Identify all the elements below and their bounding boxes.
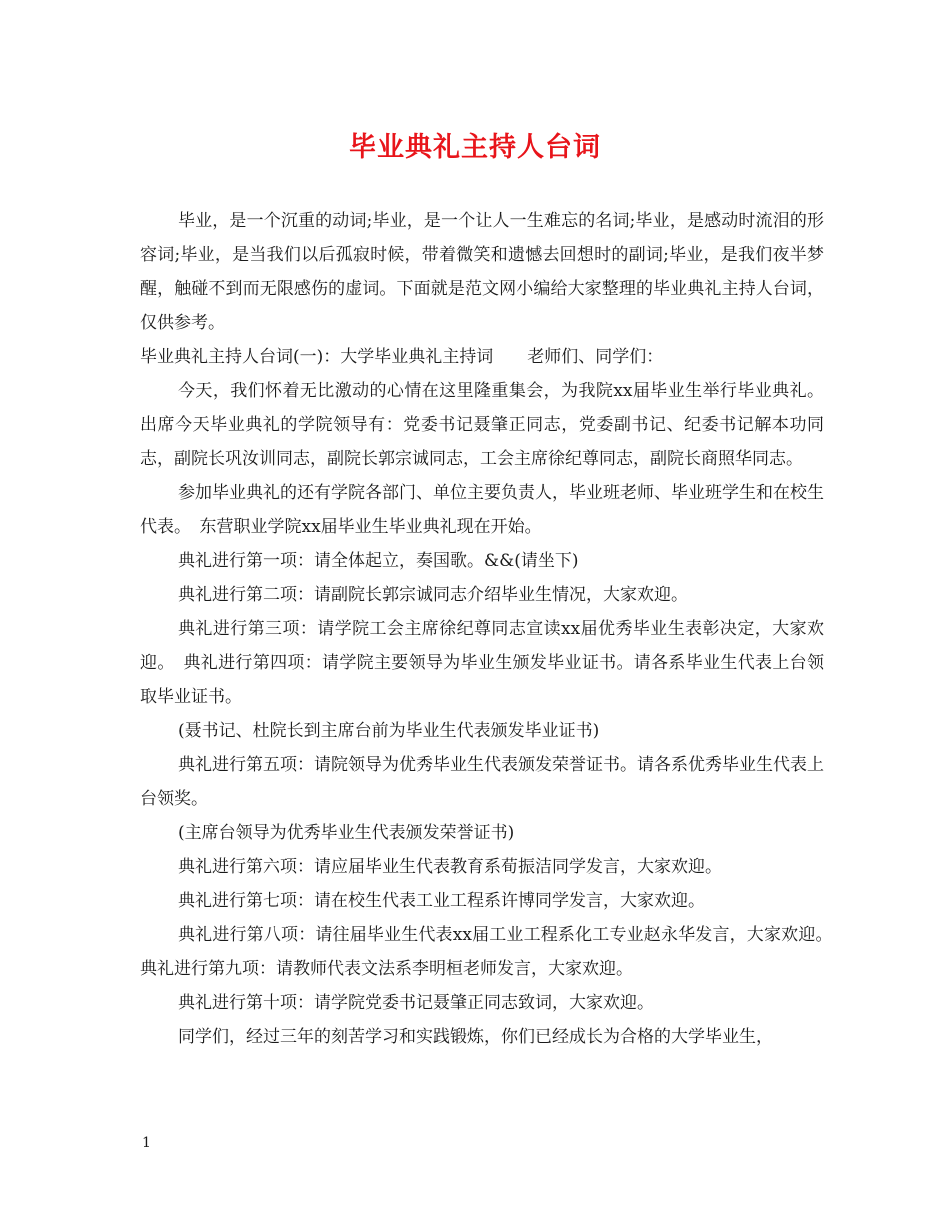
document-title: 毕业典礼主持人台词 bbox=[349, 132, 601, 163]
paragraph-item-7: 典礼进行第七项：请在校生代表工业工程系许博同学发言，大家欢迎。 bbox=[178, 891, 705, 911]
paragraph-item-1: 典礼进行第一项：请全体起立，奏国歌。&&(请坐下) bbox=[178, 551, 579, 571]
document-body bbox=[140, 204, 841, 1054]
paragraph-note-honors: (主席台领导为优秀毕业生代表颁发荣誉证书) bbox=[178, 823, 515, 843]
paragraph-item-5: 典礼进行第五项：请院领导为优秀毕业生代表颁发荣誉证书。请各系优秀毕业生代表上台领奖。 bbox=[140, 755, 824, 809]
paragraph-item-2: 典礼进行第二项：请副院长郭宗诚同志介绍毕业生情况，大家欢迎。 bbox=[178, 585, 688, 605]
paragraph-item-10: 典礼进行第十项：请学院党委书记聂肇正同志致词，大家欢迎。 bbox=[178, 993, 654, 1013]
paragraph-note-certificates: (聂书记、杜院长到主席台前为毕业生代表颁发毕业证书) bbox=[178, 721, 600, 741]
paragraph-attendees: 参加毕业典礼的还有学院各部门、单位主要负责人，毕业班老师、毕业班学生和在校生代表。 东营职业学院xx届毕业生毕业典礼现在开始。 bbox=[140, 483, 824, 537]
paragraph-intro: 毕业，是一个沉重的动词;毕业，是一个让人一生难忘的名词;毕业，是感动时流泪的形容词;毕业，是当我们以后孤寂时候，带着微笑和遗憾去回想时的副词;毕业，是我们夜半梦醒，触碰不到而无限感伤的虚词。下面就是范文网小编给大家整理的毕业典礼主持人台词，仅供参考。 bbox=[140, 211, 824, 333]
paragraph-closing: 同学们，经过三年的刻苦学习和实践锻炼，你们已经成长为合格的大学毕业生， bbox=[178, 1027, 773, 1047]
paragraph-item-6: 典礼进行第六项：请应届毕业生代表教育系荀振洁同学发言，大家欢迎。 bbox=[178, 857, 722, 877]
paragraph-opening: 今天，我们怀着无比激动的心情在这里隆重集会，为我院xx届毕业生举行毕业典礼。出席今天毕业典礼的学院领导有：党委书记聂肇正同志，党委副书记、纪委书记解本功同志，副院长巩汝训同志，副院长郭宗诚同志，工会主席徐纪尊同志，副院长商照华同志。 bbox=[140, 381, 824, 469]
paragraph-item-8-9: 典礼进行第八项：请往届毕业生代表xx届工业工程系化工专业赵永华发言，大家欢迎。 典礼进行第九项：请教师代表文法系李明桓老师发言，大家欢迎。 bbox=[140, 925, 841, 979]
page-number: 1 bbox=[142, 1135, 151, 1151]
paragraph-section-heading: 毕业典礼主持人台词(一)：大学毕业典礼主持词 老师们、同学们： bbox=[140, 347, 664, 367]
paragraph-item-3-4: 典礼进行第三项：请学院工会主席徐纪尊同志宣读xx届优秀毕业生表彰决定，大家欢迎。 典礼进行第四项：请学院主要领导为毕业生颁发毕业证书。请各系毕业生代表上台领取毕业证书。 bbox=[140, 619, 824, 707]
